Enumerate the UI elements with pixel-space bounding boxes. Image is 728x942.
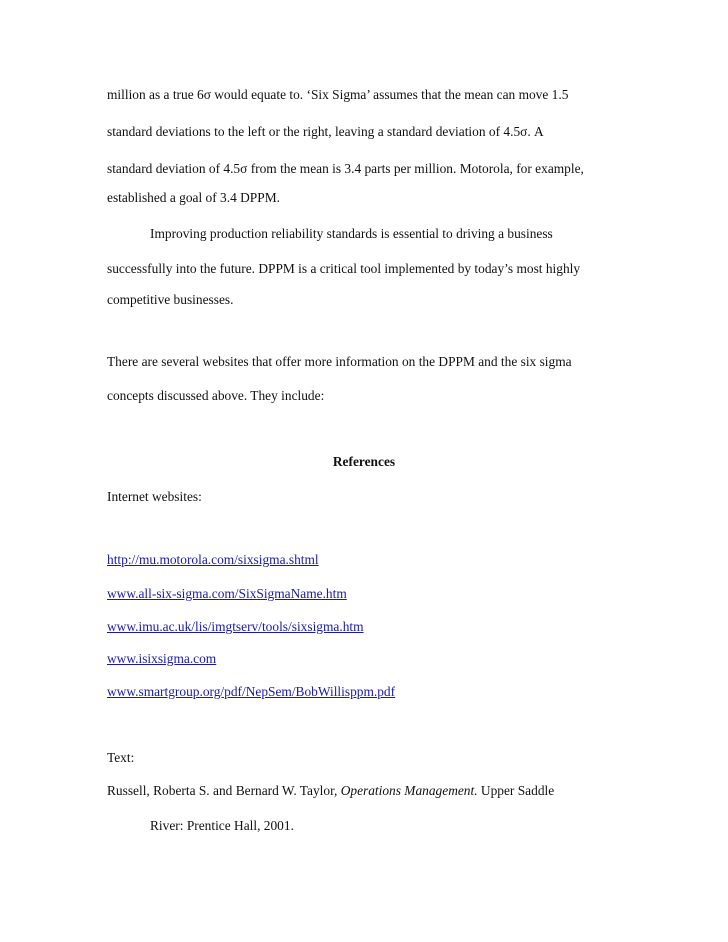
- body-line: Improving production reliability standards is essential to driving a business: [150, 226, 553, 241]
- body-line: million as a true 6σ would equate to. ‘Six Sigma’ assumes that the mean can move 1.5: [107, 87, 569, 102]
- reference-link[interactable]: http://mu.motorola.com/sixsigma.shtml: [107, 552, 319, 567]
- body-line: There are several websites that offer more information on the DPPM and the six sigma: [107, 354, 572, 369]
- body-line: standard deviation of 4.5σ from the mean is 3.4 parts per million. Motorola, for example,: [107, 161, 584, 176]
- citation-rest: Upper Saddle: [477, 783, 555, 798]
- reference-link[interactable]: www.all-six-sigma.com/SixSigmaName.htm: [107, 586, 347, 601]
- body-line: established a goal of 3.4 DPPM.: [107, 190, 280, 205]
- reference-link[interactable]: www.imu.ac.uk/lis/imgtserv/tools/sixsigma.htm: [107, 619, 364, 634]
- citation-line: [107, 782, 554, 800]
- reference-link[interactable]: www.smartgroup.org/pdf/NepSem/BobWillisppm.pdf: [107, 684, 396, 699]
- body-line: concepts discussed above. They include:: [107, 388, 325, 403]
- body-line: standard deviations to the left or the right, leaving a standard deviation of 4.5σ. A: [107, 124, 544, 139]
- citation-line-2: River: Prentice Hall, 2001.: [150, 818, 294, 833]
- citation-title: Operations Management.: [340, 783, 478, 798]
- body-line: competitive businesses.: [107, 292, 234, 307]
- internet-websites-label: Internet websites:: [107, 489, 202, 504]
- text-label: Text:: [107, 750, 135, 765]
- body-line: successfully into the future. DPPM is a critical tool implemented by today’s most highly: [107, 261, 581, 276]
- reference-link[interactable]: www.isixsigma.com: [107, 651, 217, 666]
- citation-authors: Russell, Roberta S. and Bernard W. Taylor,: [107, 783, 341, 798]
- references-heading: References: [332, 454, 396, 469]
